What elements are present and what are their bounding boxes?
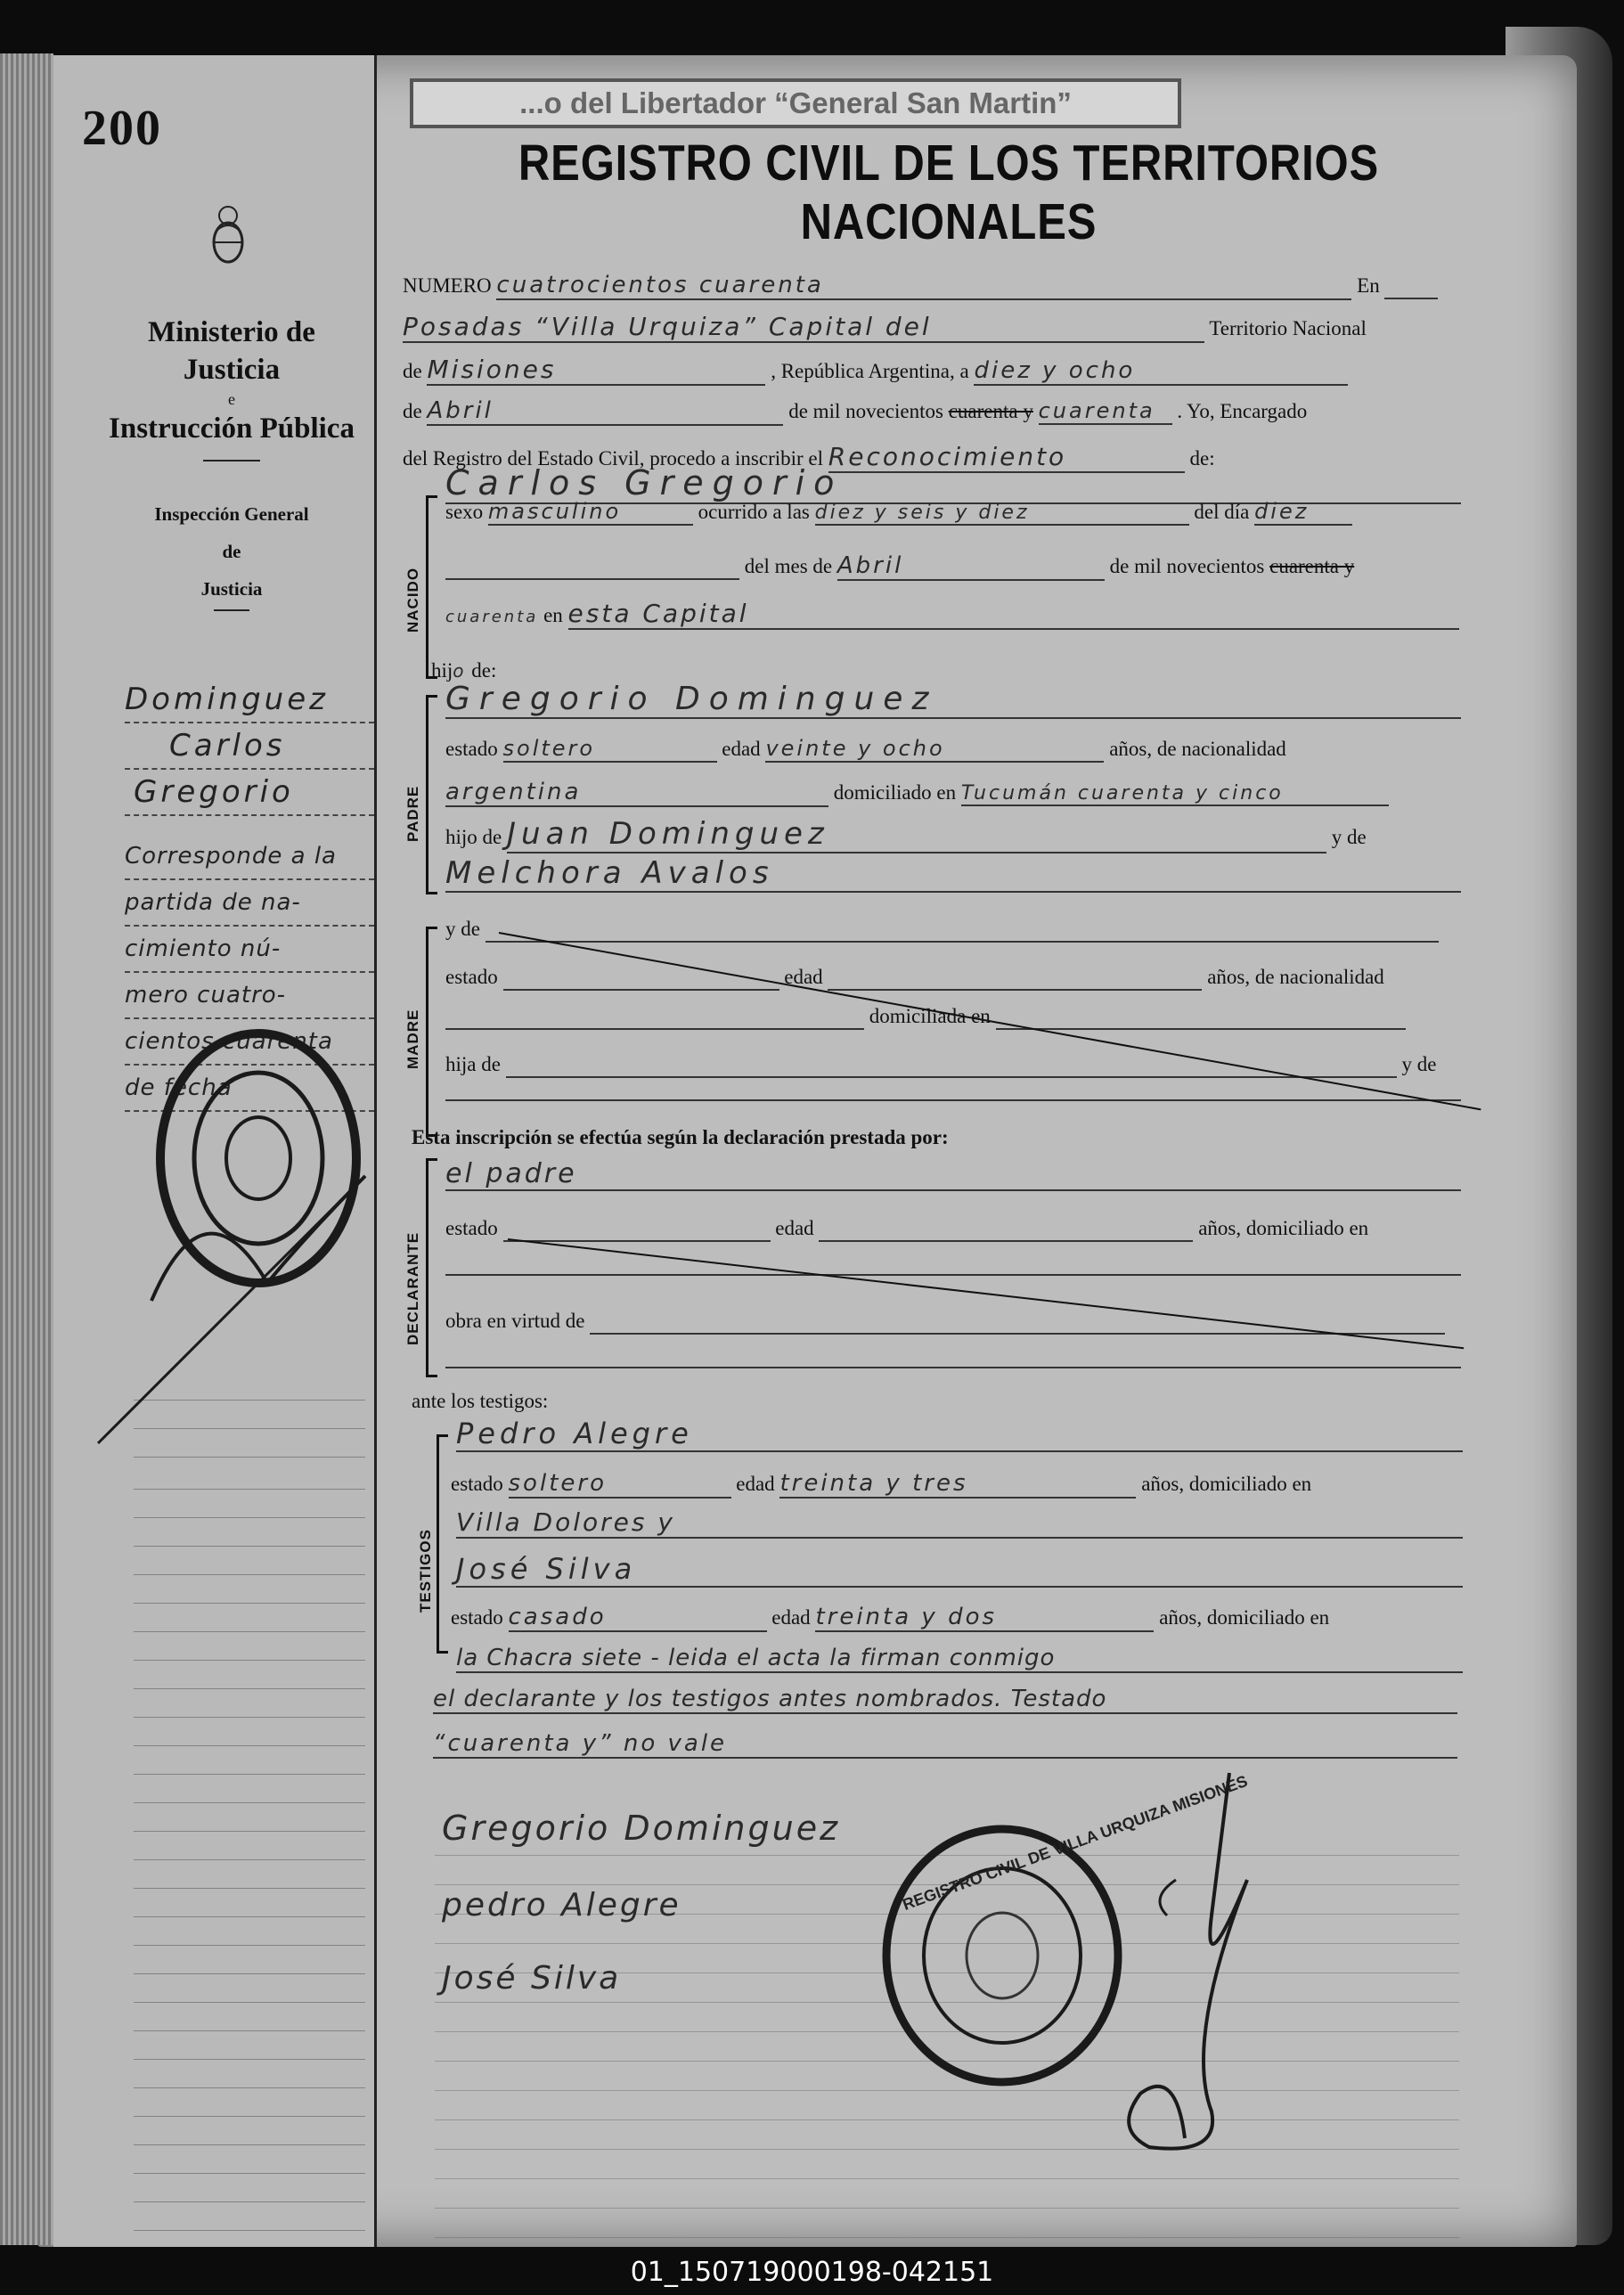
signature-testigo2: José Silva [442, 1960, 622, 1997]
madre-estado-blank [503, 966, 779, 991]
closing-line-2 [433, 1730, 1457, 1759]
declarante-last-blank [445, 1344, 1461, 1368]
ministry-conjunction: e [228, 390, 235, 408]
place-value: Posadas “Villa Urquiza” Capital del [403, 312, 1204, 343]
numero-value: cuatrocientos cuarenta [496, 272, 1351, 300]
declarante-last-line [445, 1344, 1461, 1368]
margin-annotation-line: partida de na- [125, 880, 374, 927]
padre-estado-value: soltero [503, 736, 717, 763]
margin-seal [134, 998, 374, 1319]
place-line [403, 312, 1367, 343]
margin-ruled-lines-upper [134, 1372, 365, 1461]
ministry-heading [98, 314, 365, 474]
declarante-value: el padre [445, 1158, 1461, 1191]
sexo-value: masculino [488, 499, 693, 526]
padre-domicilio-label: domiciliado en [833, 781, 957, 804]
madre-bracket [426, 927, 437, 1137]
madre-y-de: y de [445, 918, 480, 940]
sexo-label: sexo [445, 501, 484, 523]
hijo-de-label: de: [471, 659, 497, 682]
date-line [403, 397, 1307, 426]
padre-name-line [445, 681, 1461, 719]
en-blank [1384, 274, 1438, 299]
madre-domicilio-label: domiciliada en [869, 1005, 991, 1027]
padre-domicilio-line [445, 779, 1389, 807]
declarante-edad-label: edad [775, 1217, 814, 1239]
page-number: 200 [82, 101, 162, 156]
ministry-line1: Ministerio de Justicia [148, 316, 315, 386]
hijo-label: hij [431, 659, 453, 682]
testigo2-anos-label: años, domiciliado en [1159, 1606, 1330, 1629]
declarante-blank [445, 1251, 1461, 1276]
signature-padre: Gregorio Dominguez [442, 1809, 841, 1848]
yo-label: . Yo, Encargado [1177, 400, 1308, 422]
testigos-bracket [437, 1434, 448, 1654]
day-value: diez y ocho [974, 357, 1348, 386]
image-identifier: 01_150719000198-042151 [630, 2257, 994, 2288]
padre-bracket [426, 695, 437, 894]
de-label-2: de [403, 400, 422, 422]
official-signature [1096, 1773, 1274, 2165]
padre-estado-line [445, 736, 1286, 763]
testigo1-estado-line [451, 1470, 1311, 1499]
numero-label: NUMERO [403, 274, 492, 297]
ministry-line2: Instrucción Pública [109, 412, 355, 445]
republica-label: , República Argentina, a [771, 360, 969, 382]
testigo1-edad: treinta y tres [779, 1470, 1136, 1499]
padre-hijo-label: hijo de [445, 826, 502, 848]
ocurrido-label: ocurrido a las [698, 501, 810, 523]
testigo2-estado-line [451, 1604, 1329, 1632]
month-value: Abril [427, 397, 783, 426]
declarante-estado-blank [503, 1217, 771, 1242]
testigo1-estado: soltero [509, 1470, 731, 1499]
abuelo-line [445, 816, 1367, 853]
padre-domicilio-value: Tucumán cuarenta y cinco [961, 782, 1389, 806]
declarante-label: DECLARANTE [404, 1231, 421, 1345]
seal-text: REGISTRO CIVIL DE VILLA URQUIZA MISIONES [900, 1771, 1251, 1914]
declarante-obra-label: obra en virtud de [445, 1310, 585, 1332]
testigos-label: TESTIGOS [417, 1529, 434, 1613]
en-label: En [1357, 274, 1380, 297]
margin-annotation-line: cimiento nú- [125, 927, 374, 973]
hijo-suffix: o [453, 660, 467, 682]
de-label: de [403, 360, 422, 382]
madre-label: MADRE [404, 1009, 421, 1069]
madre-last-line [445, 1076, 1461, 1101]
declarante-estado-line [445, 1217, 1368, 1242]
inspection-line2: de [222, 541, 241, 562]
madre-edad-label: edad [784, 966, 823, 988]
testigo2-domicilio-line [456, 1645, 1463, 1673]
testigo2-name: José Silva [456, 1552, 1463, 1588]
padre-anos-label: años, de nacionalidad [1109, 738, 1286, 760]
declarante-edad-blank [819, 1217, 1193, 1242]
padre-edad-label: edad [722, 738, 761, 760]
margin-annotation-line: Corresponde a la [125, 834, 374, 880]
dia-label: del día [1194, 501, 1250, 523]
territorio-label: Territorio Nacional [1209, 317, 1367, 339]
year-value: cuarenta [1039, 398, 1172, 425]
mes-blank [445, 555, 739, 580]
margin-given1: Carlos [125, 723, 374, 770]
margin-ruled-lines [134, 1461, 365, 2245]
header-stamp: ...o del Libertador “General San Martin” [410, 78, 1181, 128]
madre-estado-label: estado [445, 966, 498, 988]
declarante-blank-line [445, 1251, 1461, 1276]
declarante-value-line [445, 1158, 1461, 1191]
margin-surname: Dominguez [125, 677, 374, 723]
territorio-line [403, 355, 1348, 386]
testigo2-name-line [456, 1552, 1463, 1588]
lugar-line [445, 599, 1459, 630]
inspection-heading [143, 495, 321, 613]
registro-label: del Registro del Estado Civil, procedo a inscribir el [403, 447, 824, 470]
numero-line [403, 272, 1438, 300]
coat-of-arms-emblem [208, 203, 248, 267]
testigo2-estado-label: estado [451, 1606, 503, 1629]
year-struck: cuarenta y [948, 400, 1033, 422]
hijo-line [431, 659, 496, 682]
padre-label: PADRE [404, 785, 421, 842]
closing-text-1: el declarante y los testigos antes nombrados. Testado [433, 1686, 1457, 1714]
margin-annotation-line: de fecha [125, 1066, 374, 1112]
padre-name: Gregorio Dominguez [445, 681, 1461, 719]
testigo1-domicilio-line [456, 1507, 1463, 1539]
declarante-obra-line [445, 1310, 1445, 1335]
closing-text-2: “cuarenta y” no vale [433, 1730, 1457, 1759]
territorio-value: Misiones [427, 355, 765, 386]
inspection-line1: Inspección General [154, 503, 309, 525]
nacido-label: NACIDO [404, 567, 421, 633]
de2-label: de: [1189, 447, 1215, 470]
signature-testigo1: pedro Alegre [442, 1887, 681, 1923]
sexo-line [445, 499, 1352, 526]
madre-y-de-line [445, 918, 1439, 943]
ministry-divider [203, 460, 260, 461]
mil-label: de mil novecientos [788, 400, 943, 422]
testigo1-name-line [456, 1417, 1463, 1452]
testigo1-estado-label: estado [451, 1473, 503, 1495]
book-page-edges [0, 53, 53, 2245]
mes-line [445, 552, 1354, 581]
mil-label-nacido: de mil novecientos [1109, 555, 1265, 577]
testigo1-edad-label: edad [736, 1473, 775, 1495]
abuela-name: Melchora Avalos [445, 855, 1461, 893]
inspection-divider [214, 609, 249, 611]
padre-nacionalidad: argentina [445, 779, 828, 807]
closing-line-1 [433, 1686, 1457, 1714]
madre-last-blank [445, 1076, 1461, 1101]
padre-estado-label: estado [445, 738, 498, 760]
nacido-bracket [426, 495, 437, 679]
declarante-estado-label: estado [445, 1217, 498, 1239]
padre-y-de: y de [1331, 826, 1367, 848]
margin-annotation-line: mero cuatro- [125, 973, 374, 1019]
madre-domicilio-blank [996, 1005, 1406, 1030]
testigo1-name: Pedro Alegre [456, 1417, 1463, 1452]
year-struck-nacido: cuarenta y [1269, 555, 1355, 577]
abuelo-name: Juan Dominguez [507, 816, 1326, 853]
margin-annotation-line: cientos cuarenta [125, 1019, 374, 1066]
madre-estado-line [445, 966, 1384, 991]
testigo2-edad-label: edad [771, 1606, 811, 1629]
declarante-bracket [426, 1158, 437, 1377]
inspection-line3: Justicia [200, 578, 263, 600]
declaracion-label: Esta inscripción se efectúa según la declaración prestada por: [412, 1126, 949, 1148]
dia-value: diez [1254, 499, 1352, 526]
testigo2-domicilio: la Chacra siete - leida el acta la firman conmigo [456, 1645, 1463, 1673]
child-name: Carlos Gregorio [445, 463, 1461, 504]
madre-hija-blank [506, 1053, 1397, 1078]
lugar-value: esta Capital [568, 599, 1459, 630]
madre-edad-blank [828, 966, 1202, 991]
testigo2-estado: casado [509, 1604, 767, 1632]
testigo1-anos-label: años, domiciliado en [1141, 1473, 1312, 1495]
declarante-anos-label: años, domiciliado en [1198, 1217, 1369, 1239]
mes-value: Abril [837, 552, 1105, 581]
testigo1-domicilio: Villa Dolores y [456, 1507, 1463, 1539]
registry-seal [873, 1771, 1251, 2094]
madre-y-de-2: y de [1401, 1053, 1437, 1075]
register-title: REGISTRO CIVIL DE LOS TERRITORIOS NACIONALES [518, 135, 1380, 250]
madre-name-blank [486, 918, 1439, 943]
abuela-line [445, 855, 1461, 893]
margin-given2: Gregorio [125, 770, 374, 816]
madre-hija-label: hija de [445, 1053, 501, 1075]
year-value-nacido: cuarenta [445, 608, 539, 626]
act-type: Reconocimiento [828, 442, 1185, 473]
madre-anos-label: años, de nacionalidad [1207, 966, 1384, 988]
testigos-intro: ante los testigos: [412, 1390, 549, 1412]
hora-value: diez y seis y diez [815, 502, 1189, 526]
en-label-nacido: en [543, 604, 563, 626]
madre-nacionalidad-blank [445, 1005, 864, 1030]
testigo2-edad: treinta y dos [815, 1604, 1154, 1632]
padre-edad-value: veinte y ocho [765, 736, 1104, 763]
mes-label: del mes de [744, 555, 833, 577]
